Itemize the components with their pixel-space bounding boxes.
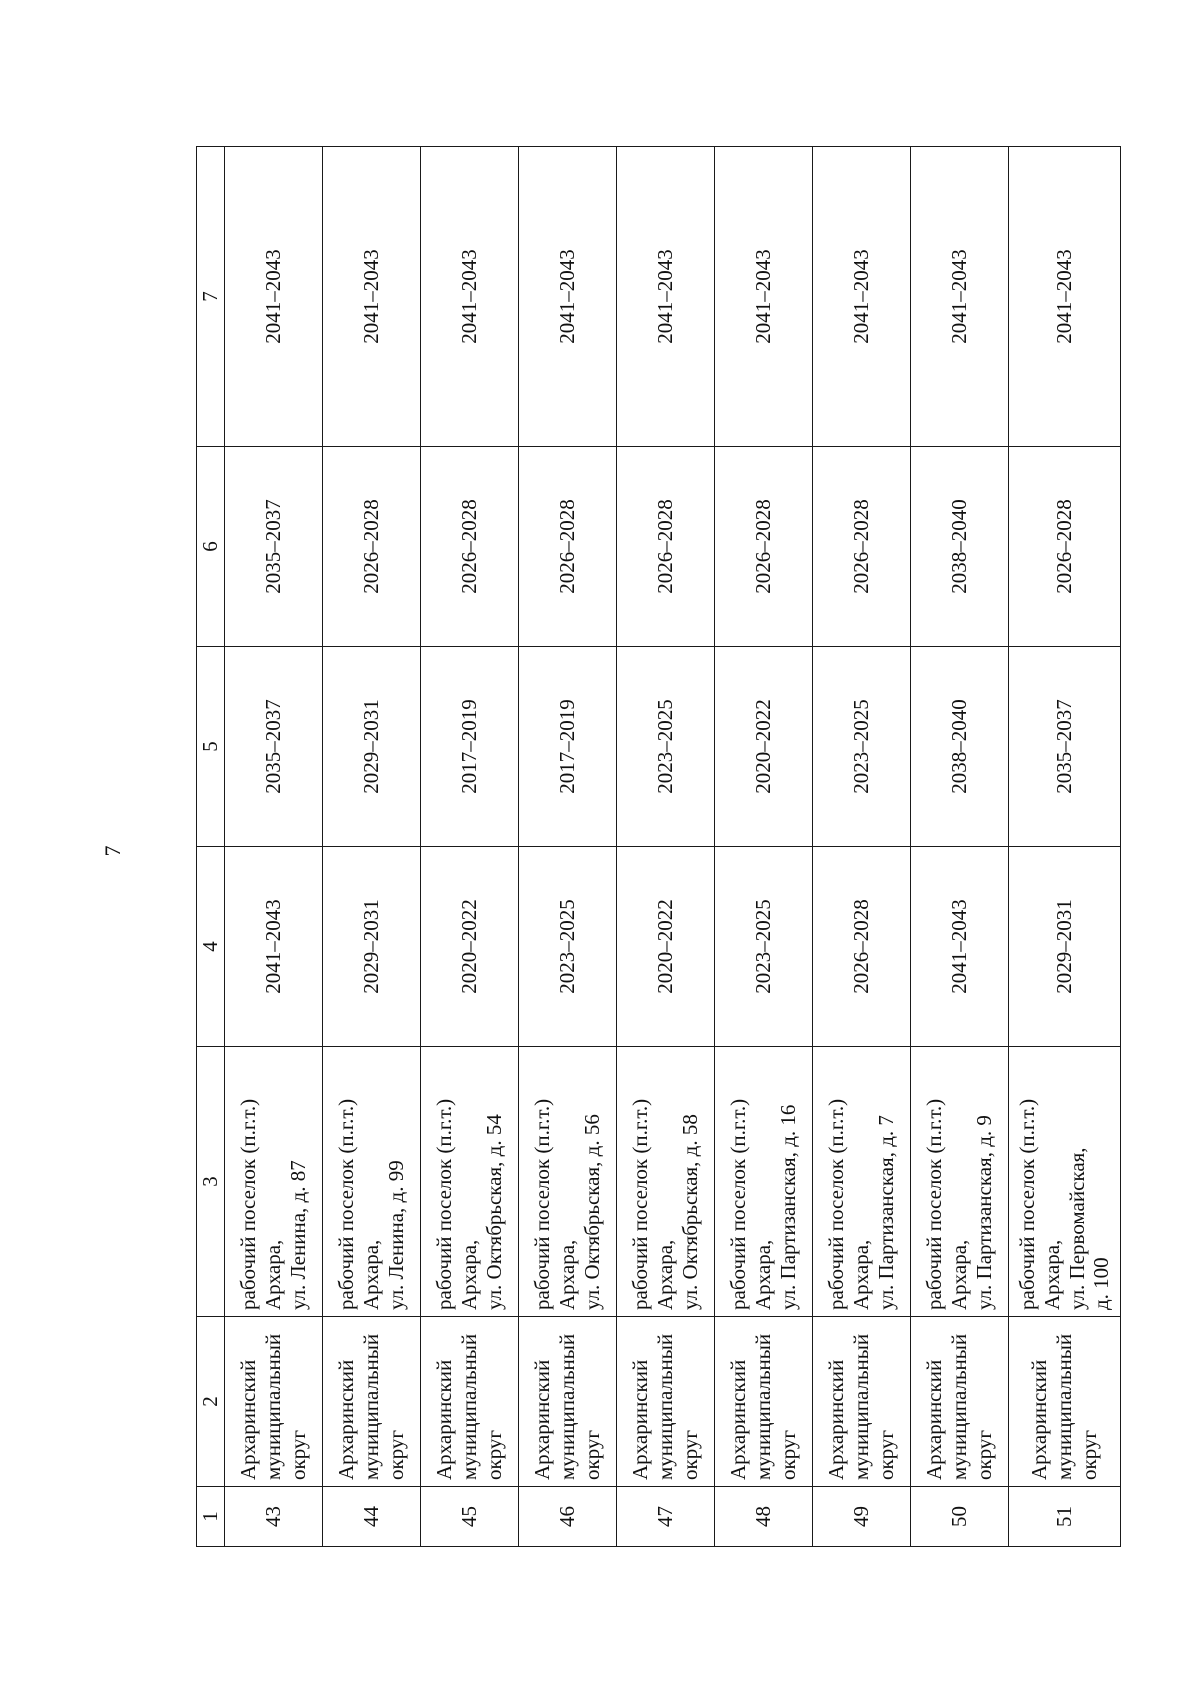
period-cell-c7: 2041–2043 <box>715 147 813 447</box>
row-number-cell: 51 <box>1009 1487 1121 1547</box>
period-cell-c6: 2026–2028 <box>421 447 519 647</box>
row-number-cell: 44 <box>323 1487 421 1547</box>
period-cell-c6: 2026–2028 <box>715 447 813 647</box>
period-cell-c7: 2041–2043 <box>225 147 323 447</box>
district-line: муниципальный <box>849 1333 874 1480</box>
address-line: рабочий поселок (п.г.т.) <box>432 1098 457 1310</box>
address-line: Архара, <box>261 1239 286 1310</box>
district-line: округ <box>481 1429 506 1480</box>
address-line: рабочий поселок (п.г.т.) <box>628 1098 653 1310</box>
district-cell <box>813 1317 911 1487</box>
district-line: муниципальный <box>555 1333 580 1480</box>
period-cell-c5: 2020–2022 <box>715 647 813 847</box>
period-cell-c6: 2026–2028 <box>323 447 421 647</box>
page-number: 7 <box>100 845 125 857</box>
header-cell: 5 <box>197 647 225 847</box>
table-row <box>225 147 323 1547</box>
table-row <box>813 147 911 1547</box>
period-cell-c5: 2017–2019 <box>519 647 617 847</box>
table-row <box>911 147 1009 1547</box>
period-cell-c5: 2023–2025 <box>813 647 911 847</box>
table-row <box>1009 147 1121 1547</box>
address-line: ул. Первомайская, <box>1064 1147 1089 1310</box>
address-line: Архара, <box>849 1239 874 1310</box>
period-cell-c7: 2041–2043 <box>813 147 911 447</box>
district-line: округ <box>285 1429 310 1480</box>
district-line: муниципальный <box>751 1333 776 1480</box>
address-line: Архара, <box>359 1239 384 1310</box>
district-cell <box>421 1317 519 1487</box>
period-cell-c7: 2041–2043 <box>1009 147 1121 447</box>
address-cell <box>715 1047 813 1317</box>
address-line: Архара, <box>555 1239 580 1310</box>
address-line: рабочий поселок (п.г.т.) <box>530 1098 555 1310</box>
address-line: рабочий поселок (п.г.т.) <box>236 1098 261 1310</box>
district-line: Архаринский <box>236 1359 261 1480</box>
district-cell <box>1009 1317 1121 1487</box>
district-cell <box>323 1317 421 1487</box>
address-line: рабочий поселок (п.г.т.) <box>1014 1098 1039 1310</box>
address-cell <box>911 1047 1009 1317</box>
district-line: Архаринский <box>922 1359 947 1480</box>
period-cell-c6: 2038–2040 <box>911 447 1009 647</box>
address-line: ул. Октябрьская, д. 58 <box>677 1114 702 1310</box>
district-cell <box>225 1317 323 1487</box>
address-line: ул. Октябрьская, д. 56 <box>579 1114 604 1310</box>
period-cell-c4: 2029–2031 <box>323 847 421 1047</box>
address-cell <box>813 1047 911 1317</box>
address-line: рабочий поселок (п.г.т.) <box>334 1098 359 1310</box>
district-line: муниципальный <box>1052 1333 1077 1480</box>
address-line: Архара, <box>751 1239 776 1310</box>
table-row <box>323 147 421 1547</box>
address-line: рабочий поселок (п.г.т.) <box>726 1098 751 1310</box>
header-cell: 3 <box>197 1047 225 1317</box>
district-line: муниципальный <box>947 1333 972 1480</box>
district-line: округ <box>677 1429 702 1480</box>
district-line: округ <box>579 1429 604 1480</box>
row-number-cell: 46 <box>519 1487 617 1547</box>
row-number-cell: 49 <box>813 1487 911 1547</box>
period-cell-c6: 2035–2037 <box>225 447 323 647</box>
table-row <box>421 147 519 1547</box>
period-cell-c4: 2041–2043 <box>225 847 323 1047</box>
row-number-cell: 47 <box>617 1487 715 1547</box>
header-cell: 7 <box>197 147 225 447</box>
period-cell-c5: 2035–2037 <box>225 647 323 847</box>
district-line: муниципальный <box>653 1333 678 1480</box>
period-cell-c7: 2041–2043 <box>519 147 617 447</box>
table-row <box>519 147 617 1547</box>
district-line: Архаринский <box>334 1359 359 1480</box>
address-line: ул. Партизанская, д. 16 <box>775 1104 800 1310</box>
address-cell <box>617 1047 715 1317</box>
district-cell <box>617 1317 715 1487</box>
period-cell-c5: 2017–2019 <box>421 647 519 847</box>
address-cell <box>323 1047 421 1317</box>
schedule-table <box>196 146 1121 1547</box>
period-cell-c4: 2029–2031 <box>1009 847 1121 1047</box>
period-cell-c7: 2041–2043 <box>617 147 715 447</box>
address-line: ул. Партизанская, д. 9 <box>971 1115 996 1310</box>
district-line: Архаринский <box>530 1359 555 1480</box>
address-line: ул. Ленина, д. 87 <box>285 1160 310 1310</box>
row-number-cell: 45 <box>421 1487 519 1547</box>
district-line: Архаринский <box>1027 1359 1052 1480</box>
period-cell-c4: 2023–2025 <box>519 847 617 1047</box>
period-cell-c5: 2023–2025 <box>617 647 715 847</box>
table-body <box>197 147 1121 1547</box>
district-cell <box>715 1317 813 1487</box>
row-number-cell: 50 <box>911 1487 1009 1547</box>
header-cell: 2 <box>197 1317 225 1487</box>
district-cell <box>911 1317 1009 1487</box>
address-line: рабочий поселок (п.г.т.) <box>824 1098 849 1310</box>
address-line: Архара, <box>457 1239 482 1310</box>
header-cell: 4 <box>197 847 225 1047</box>
district-line: округ <box>1076 1429 1101 1480</box>
rotated-table-container <box>196 147 1120 1547</box>
period-cell-c6: 2026–2028 <box>519 447 617 647</box>
period-cell-c4: 2023–2025 <box>715 847 813 1047</box>
district-line: Архаринский <box>432 1359 457 1480</box>
table-row <box>617 147 715 1547</box>
period-cell-c5: 2035–2037 <box>1009 647 1121 847</box>
header-row <box>197 147 225 1547</box>
district-line: Архаринский <box>824 1359 849 1480</box>
address-line: ул. Партизанская, д. 7 <box>873 1115 898 1310</box>
district-line: Архаринский <box>726 1359 751 1480</box>
address-line: ул. Октябрьская, д. 54 <box>481 1114 506 1310</box>
period-cell-c5: 2029–2031 <box>323 647 421 847</box>
district-line: округ <box>971 1429 996 1480</box>
period-cell-c4: 2026–2028 <box>813 847 911 1047</box>
address-line: д. 100 <box>1089 1257 1114 1310</box>
table-row <box>715 147 813 1547</box>
period-cell-c4: 2041–2043 <box>911 847 1009 1047</box>
period-cell-c6: 2026–2028 <box>813 447 911 647</box>
district-line: муниципальный <box>359 1333 384 1480</box>
address-cell <box>421 1047 519 1317</box>
header-cell: 1 <box>197 1487 225 1547</box>
address-line: Архара, <box>947 1239 972 1310</box>
period-cell-c4: 2020–2022 <box>617 847 715 1047</box>
period-cell-c7: 2041–2043 <box>911 147 1009 447</box>
address-cell <box>225 1047 323 1317</box>
address-line: ул. Ленина, д. 99 <box>383 1160 408 1310</box>
district-cell <box>519 1317 617 1487</box>
period-cell-c6: 2026–2028 <box>1009 447 1121 647</box>
address-line: Архара, <box>1039 1239 1064 1310</box>
address-cell <box>1009 1047 1121 1317</box>
address-line: Архара, <box>653 1239 678 1310</box>
header-cell: 6 <box>197 447 225 647</box>
period-cell-c7: 2041–2043 <box>323 147 421 447</box>
row-number-cell: 43 <box>225 1487 323 1547</box>
period-cell-c5: 2038–2040 <box>911 647 1009 847</box>
district-line: Архаринский <box>628 1359 653 1480</box>
address-cell <box>519 1047 617 1317</box>
district-line: муниципальный <box>457 1333 482 1480</box>
district-line: округ <box>775 1429 800 1480</box>
district-line: округ <box>383 1429 408 1480</box>
period-cell-c6: 2026–2028 <box>617 447 715 647</box>
address-line: рабочий поселок (п.г.т.) <box>922 1098 947 1310</box>
district-line: муниципальный <box>261 1333 286 1480</box>
row-number-cell: 48 <box>715 1487 813 1547</box>
period-cell-c7: 2041–2043 <box>421 147 519 447</box>
period-cell-c4: 2020–2022 <box>421 847 519 1047</box>
district-line: округ <box>873 1429 898 1480</box>
